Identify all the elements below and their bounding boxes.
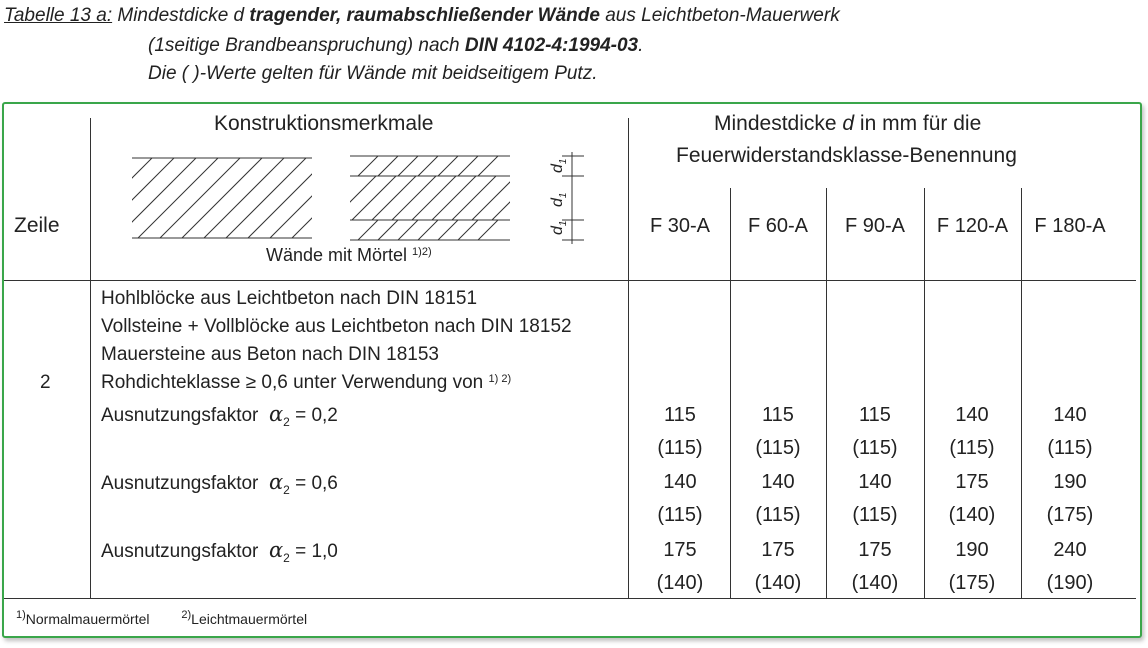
alpha-char-1: α: [268, 402, 284, 426]
cell-r1-f120: 140: [955, 404, 989, 426]
wall-cross-section-icon: [132, 150, 602, 250]
table-footnotes: [16, 609, 335, 627]
cell-r2-f180-putz: (175): [1046, 504, 1094, 526]
alpha-sub-2: 2: [283, 483, 290, 498]
alpha-symbol-1: [268, 402, 290, 430]
cell-r3-f180-putz: (190): [1046, 572, 1094, 594]
caption-line1-bold: tragender, raumabschließender Wände: [249, 5, 600, 26]
caption-line-3: Die ( )-Werte gelten für Wände mit beidseitigem Putz.: [148, 63, 598, 84]
dim-label-bottom: [549, 215, 575, 235]
header-waende-text: Wände mit Mörtel: [266, 245, 413, 265]
header-mindest-prefix: Mindestdicke: [714, 112, 843, 135]
cell-r3-f30: 175: [663, 539, 697, 561]
caption-line1-prefix: Mindestdicke d: [112, 5, 250, 26]
data-table: [2, 102, 1142, 638]
cell-r1-f30-putz: (115): [657, 437, 703, 459]
cell-r1-f30: 115: [664, 404, 696, 426]
col-head-f30: F 30-A: [649, 215, 711, 237]
cell-r1-f120-putz: (115): [949, 437, 995, 459]
alpha-sub-3: 2: [283, 551, 290, 566]
header-mindest-suffix: in mm für die: [854, 112, 982, 135]
col-head-f60: F 60-A: [747, 215, 809, 237]
cell-r3-f120: 190: [955, 539, 989, 561]
cell-r1-f90-putz: (115): [852, 437, 898, 459]
caption-label: Tabelle 13 a:: [4, 5, 113, 26]
dim-label-top-sub: 1: [558, 158, 570, 165]
body-line-4-text: Rohdichteklasse ≥ 0,6 unter Verwendung von: [101, 372, 489, 393]
dim-label-mid-d: d: [549, 198, 566, 207]
dim-label-mid-sub: 1: [558, 192, 570, 199]
header-mindest-var: d: [842, 112, 855, 135]
body-line-1: Hohlblöcke aus Leichtbeton nach DIN 18151: [101, 288, 478, 309]
col-divider-konstruktion: [628, 118, 629, 598]
dim-label-top: [549, 153, 575, 173]
factor-label-2: Ausnutzungsfaktor: [101, 473, 259, 494]
cell-r1-f60-putz: (115): [755, 437, 801, 459]
cell-r2-f30-putz: (115): [657, 504, 703, 526]
header-konstruktion: Konstruktionsmerkmale: [214, 112, 434, 135]
cell-r1-f180: 140: [1053, 404, 1087, 426]
alpha-sub-1: 2: [283, 415, 290, 430]
caption-line2-suffix: .: [638, 35, 644, 56]
body-line-4: [101, 372, 511, 394]
cell-r3-f60: 175: [761, 539, 795, 561]
col-head-f180: F 180-A: [1034, 215, 1106, 237]
cell-r2-f60: 140: [761, 471, 795, 493]
factor-label-1: Ausnutzungsfaktor: [101, 405, 259, 426]
cell-r3-f90: 175: [858, 539, 892, 561]
cell-r3-f30-putz: (140): [656, 572, 704, 594]
body-line-3: Mauersteine aus Beton nach DIN 18153: [101, 344, 439, 365]
cell-r3-f60-putz: (140): [754, 572, 802, 594]
cell-r2-f30: 140: [663, 471, 697, 493]
col-divider-f30: [730, 188, 731, 598]
cell-r2-f180: 190: [1053, 471, 1087, 493]
cell-r2-f60-putz: (115): [755, 504, 801, 526]
col-head-f120: F 120-A: [936, 215, 1009, 237]
cell-r2-f120-putz: (140): [948, 504, 996, 526]
cell-r2-f90-putz: (115): [852, 504, 898, 526]
alpha-symbol-2: [268, 470, 290, 498]
col-divider-f90: [924, 188, 925, 598]
caption-line-1: [4, 2, 840, 30]
table-caption: [0, 0, 1148, 92]
header-mindest: [714, 112, 981, 136]
cell-r2-f120: 175: [955, 471, 989, 493]
alpha-char-3: α: [268, 538, 284, 562]
col-divider-zeile: [90, 118, 91, 598]
factor-row-1: [101, 402, 338, 429]
alpha-symbol-3: [268, 538, 290, 566]
header-zeile: Zeile: [14, 214, 60, 237]
alpha-char-2: α: [268, 470, 284, 494]
header-waende-sup: 1)2): [412, 246, 432, 258]
dim-label-mid: [549, 187, 575, 207]
body-line-4-sup: 1) 2): [488, 373, 512, 385]
dim-label-bottom-sub: 1: [558, 220, 570, 227]
footnote-2-mark: 2): [181, 609, 192, 621]
footnote-1: [16, 611, 163, 627]
caption-line1-suffix: aus Leichtbeton-Mauerwerk: [599, 5, 840, 26]
cell-r1-f60: 115: [762, 404, 794, 426]
dim-label-top-d: d: [549, 164, 566, 173]
footnote-1-text: Normalmauermörtel: [25, 611, 150, 627]
col-divider-f60: [826, 188, 827, 598]
caption-line2-prefix: (1seitige Brandbeanspruchung) nach: [148, 35, 465, 56]
cell-r2-f90: 140: [858, 471, 892, 493]
cell-r3-f180: 240: [1053, 539, 1087, 561]
factor-value-2: = 0,6: [289, 473, 338, 494]
footnote-1-mark: 1): [16, 609, 26, 621]
col-divider-f120: [1021, 188, 1022, 598]
zeile-number: 2: [40, 372, 51, 393]
body-line-2: Vollsteine + Vollblöcke aus Leichtbeton nach DIN 18152: [101, 316, 572, 337]
col-head-f90: F 90-A: [844, 215, 906, 237]
header-feuer: Feuerwiderstandsklasse-Benennung: [676, 144, 1017, 167]
factor-value-1: = 0,2: [289, 405, 338, 426]
factor-row-3: [101, 538, 338, 565]
dim-label-bottom-d: d: [549, 226, 566, 235]
header-divider: [4, 280, 1136, 281]
cell-r1-f90: 115: [859, 404, 891, 426]
factor-row-2: [101, 470, 338, 497]
cell-r3-f120-putz: (175): [948, 572, 996, 594]
footnote-2: [181, 611, 321, 627]
factor-label-3: Ausnutzungsfaktor: [101, 541, 259, 562]
footer-divider: [4, 598, 1136, 599]
factor-value-3: = 1,0: [289, 541, 338, 562]
caption-line2-bold: DIN 4102-4:1994-03: [464, 35, 639, 56]
caption-line-2: [148, 32, 643, 60]
cell-r3-f90-putz: (140): [851, 572, 899, 594]
cell-r1-f180-putz: (115): [1047, 437, 1093, 459]
footnote-2-text: Leichtmauermörtel: [191, 611, 308, 627]
